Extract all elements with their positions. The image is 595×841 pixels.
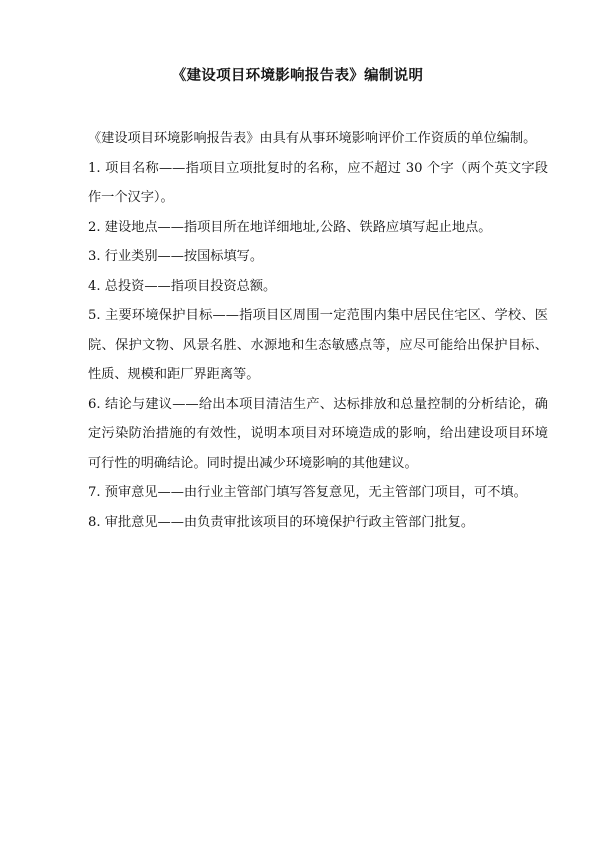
intro-paragraph: 《建设项目环境影响报告表》由具有从事环境影响评价工作资质的单位编制。 (88, 131, 537, 146)
document-title: 《建设项目环境影响报告表》编制说明 (171, 68, 424, 84)
item-protection-targets: 5. 主要环境保护目标——指项目区周围一定范围内集中居民住宅区、学校、医院、保护文物、风景名胜、水源地和生态敏感点等，应尽可能给出保护目标、性质、规模和距厂界距离等。 (88, 308, 548, 382)
item-approval-opinion: 8. 审批意见——由负责审批该项目的环境保护行政主管部门批复。 (88, 514, 475, 530)
document-body (88, 124, 548, 537)
item-preliminary-opinion: 7. 预审意见——由行业主管部门填写答复意见，无主管部门项目，可不填。 (88, 485, 527, 500)
item-conclusions: 6. 结论与建议——给出本项目清洁生产、达标排放和总量控制的分析结论，确定污染防治措施的有效性，说明本项目对环境造成的影响，给出建设项目环境可行性的明确结论。同时提出减少环境影响的其他建议。 (88, 396, 548, 471)
item-industry-category: 3. 行业类别——按国标填写。 (88, 249, 264, 264)
item-project-name: 1. 项目名称——指项目立项批复时的名称，应不超过 30 个字（两个英文字段作一个汉字）。 (88, 160, 548, 205)
item-construction-site: 2. 建设地点——指项目所在地详细地址,公路、铁路应填写起止地点。 (88, 219, 492, 235)
item-total-investment: 4. 总投资——指项目投资总额。 (88, 278, 277, 294)
